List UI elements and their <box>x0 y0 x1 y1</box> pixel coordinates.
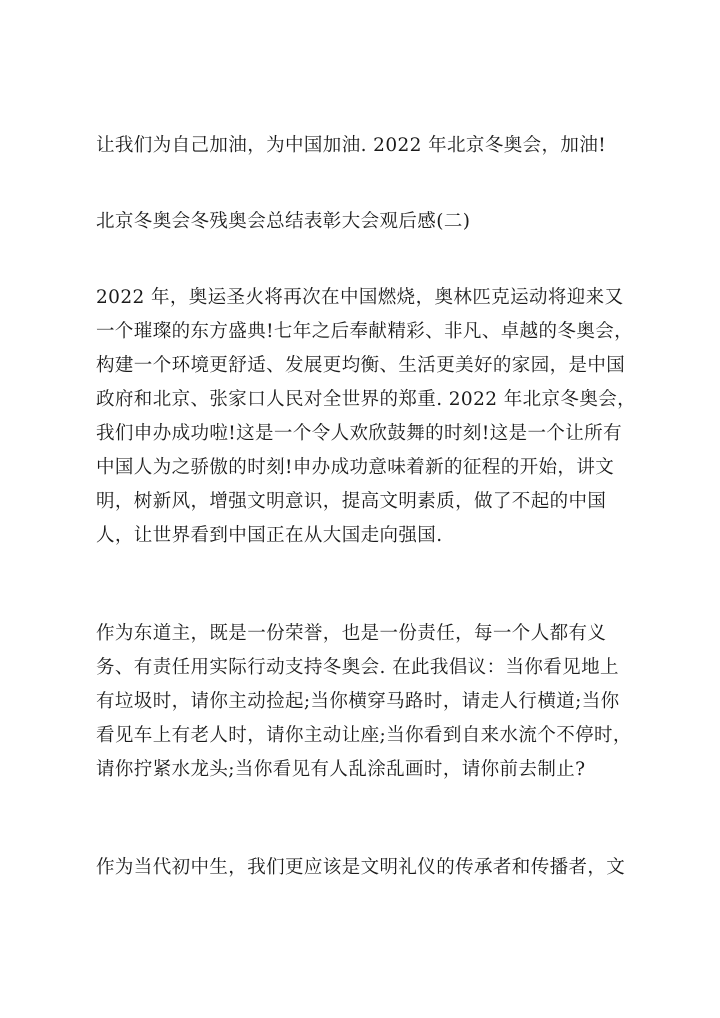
paragraph-line: 一个璀璨的东方盛典!七年之后奉献精彩、非凡、卓越的冬奥会， <box>96 321 634 342</box>
paragraph-line: 我们申办成功啦!这是一个令人欢欣鼓舞的时刻!这是一个让所有 <box>96 423 622 444</box>
paragraph-line: 有垃圾时，请你主动捡起;当你横穿马路时，请走人行横道;当你 <box>96 691 620 712</box>
paragraph-line: 明，树新风，增强文明意识，提高文明素质，做了不起的中国 <box>96 491 607 512</box>
paragraph-line: 请你拧紧水龙头;当你看见有人乱涂乱画时，请你前去制止? <box>96 759 586 780</box>
paragraph-line: 2022 年，奥运圣火将再次在中国燃烧，奥林匹克运动将迎来又 <box>96 287 624 308</box>
paragraph-line: 务、有责任用实际行动支持冬奥会. 在此我倡议：当你看见地上 <box>96 657 619 678</box>
paragraph-line: 中国人为之骄傲的时刻!申办成功意味着新的征程的开始，讲文 <box>96 457 615 478</box>
paragraph-line: 人，让世界看到中国正在从大国走向强国. <box>96 525 443 546</box>
paragraph-line: 构建一个环境更舒适、发展更均衡、生活更美好的家园，是中国 <box>96 355 626 376</box>
paragraph-line: 看见车上有老人时，请你主动让座;当你看到自来水流个不停时， <box>96 725 632 746</box>
paragraph-line: 作为当代初中生，我们更应该是文明礼仪的传承者和传播者，文 <box>96 857 626 878</box>
document-title: 北京冬奥会冬残奥会总结表彰大会观后感(二) <box>96 211 471 232</box>
paragraph-line: 作为东道主，既是一份荣誉，也是一份责任，每一个人都有义 <box>96 623 607 644</box>
closing-line: 让我们为自己加油，为中国加油. 2022 年北京冬奥会，加油! <box>96 135 607 156</box>
paragraph-line: 政府和北京、张家口人民对全世界的郑重. 2022 年北京冬奥会， <box>96 389 636 410</box>
